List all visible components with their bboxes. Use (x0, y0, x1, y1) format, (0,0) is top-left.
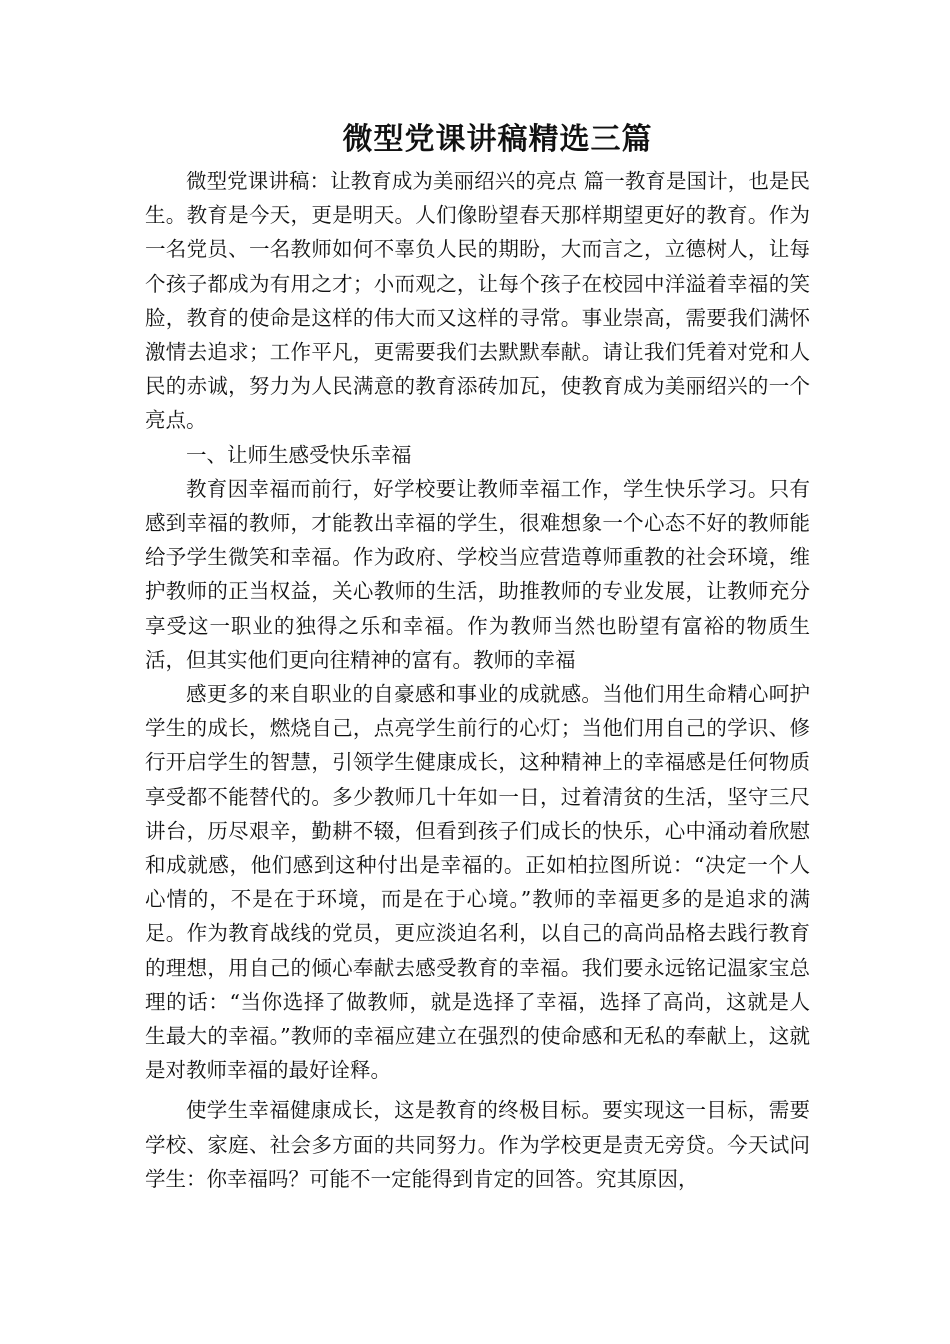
paragraph-intro: 微型党课讲稿：让教育成为美丽绍兴的亮点 篇一教育是国计，也是民生。教育是今天，更是明天。人们像盼望春天那样期望更好的教育。作为一名党员、一名教师如何不辜负人民的期盼，大而言之，立德树人，让每个孩子都成为有用之才；小而观之，让每个孩子在校园中洋溢着幸福的笑脸，教育的使命是这样的伟大而又这样的寻常。事业崇高，需要我们满怀激情去追求；工作平凡，更需要我们去默默奉献。请让我们凭着对党和人民的赤诚，努力为人民满意的教育添砖加瓦，使教育成为美丽绍兴的一个亮点。 (145, 169, 810, 433)
paragraph-student-growth: 使学生幸福健康成长，这是教育的终极目标。要实现这一目标，需要学校、家庭、社会多方面的共同努力。作为学校更是责无旁贷。今天试问学生：你幸福吗？可能不一定能得到肯定的回答。究其原因， (145, 1098, 810, 1191)
document-title: 微型党课讲稿精选三篇 (342, 122, 653, 157)
paragraph-sense-of-achievement: 感更多的来自职业的自豪感和事业的成就感。当他们用生命精心呵护学生的成长，燃烧自己，点亮学生前行的心灯；当他们用自己的学识、修行开启学生的智慧，引领学生健康成长，这种精神上的幸福感是任何物质享受都不能替代的。多少教师几十年如一日，过着清贫的生活，坚守三尺讲台，历尽艰辛，勤耕不辍，但看到孩子们成长的快乐，心中涌动着欣慰和成就感，他们感到这种付出是幸福的。正如柏拉图所说：“决定一个人心情的，不是在于环境，而是在于心境。”教师的幸福更多的是追求的满足。作为教育战线的党员，更应淡迫名利，以自己的高尚品格去践行教育的理想，用自己的倾心奉献去感受教育的幸福。我们要永远铭记温家宝总理的话：“当你选择了做教师，就是选择了幸福，选择了高尚，这就是人生最大的幸福。”教师的幸福应建立在强烈的使命感和无私的奉献上，这就是对教师幸福的最好诠释。 (145, 682, 810, 1083)
paragraph-teacher-happiness: 教育因幸福而前行，好学校要让教师幸福工作，学生快乐学习。只有感到幸福的教师，才能教出幸福的学生，很难想象一个心态不好的教师能给予学生微笑和幸福。作为政府、学校当应营造尊师重教的社会环境，维护教师的正当权益，关心教师的生活，助推教师的专业发展，让教师充分享受这一职业的独得之乐和幸福。作为教师当然也盼望有富裕的物质生活，但其实他们更向往精神的富有。教师的幸福 (145, 476, 810, 672)
section-heading-1: 一、让师生感受快乐幸福 (186, 442, 412, 467)
document-page (145, 118, 810, 1196)
